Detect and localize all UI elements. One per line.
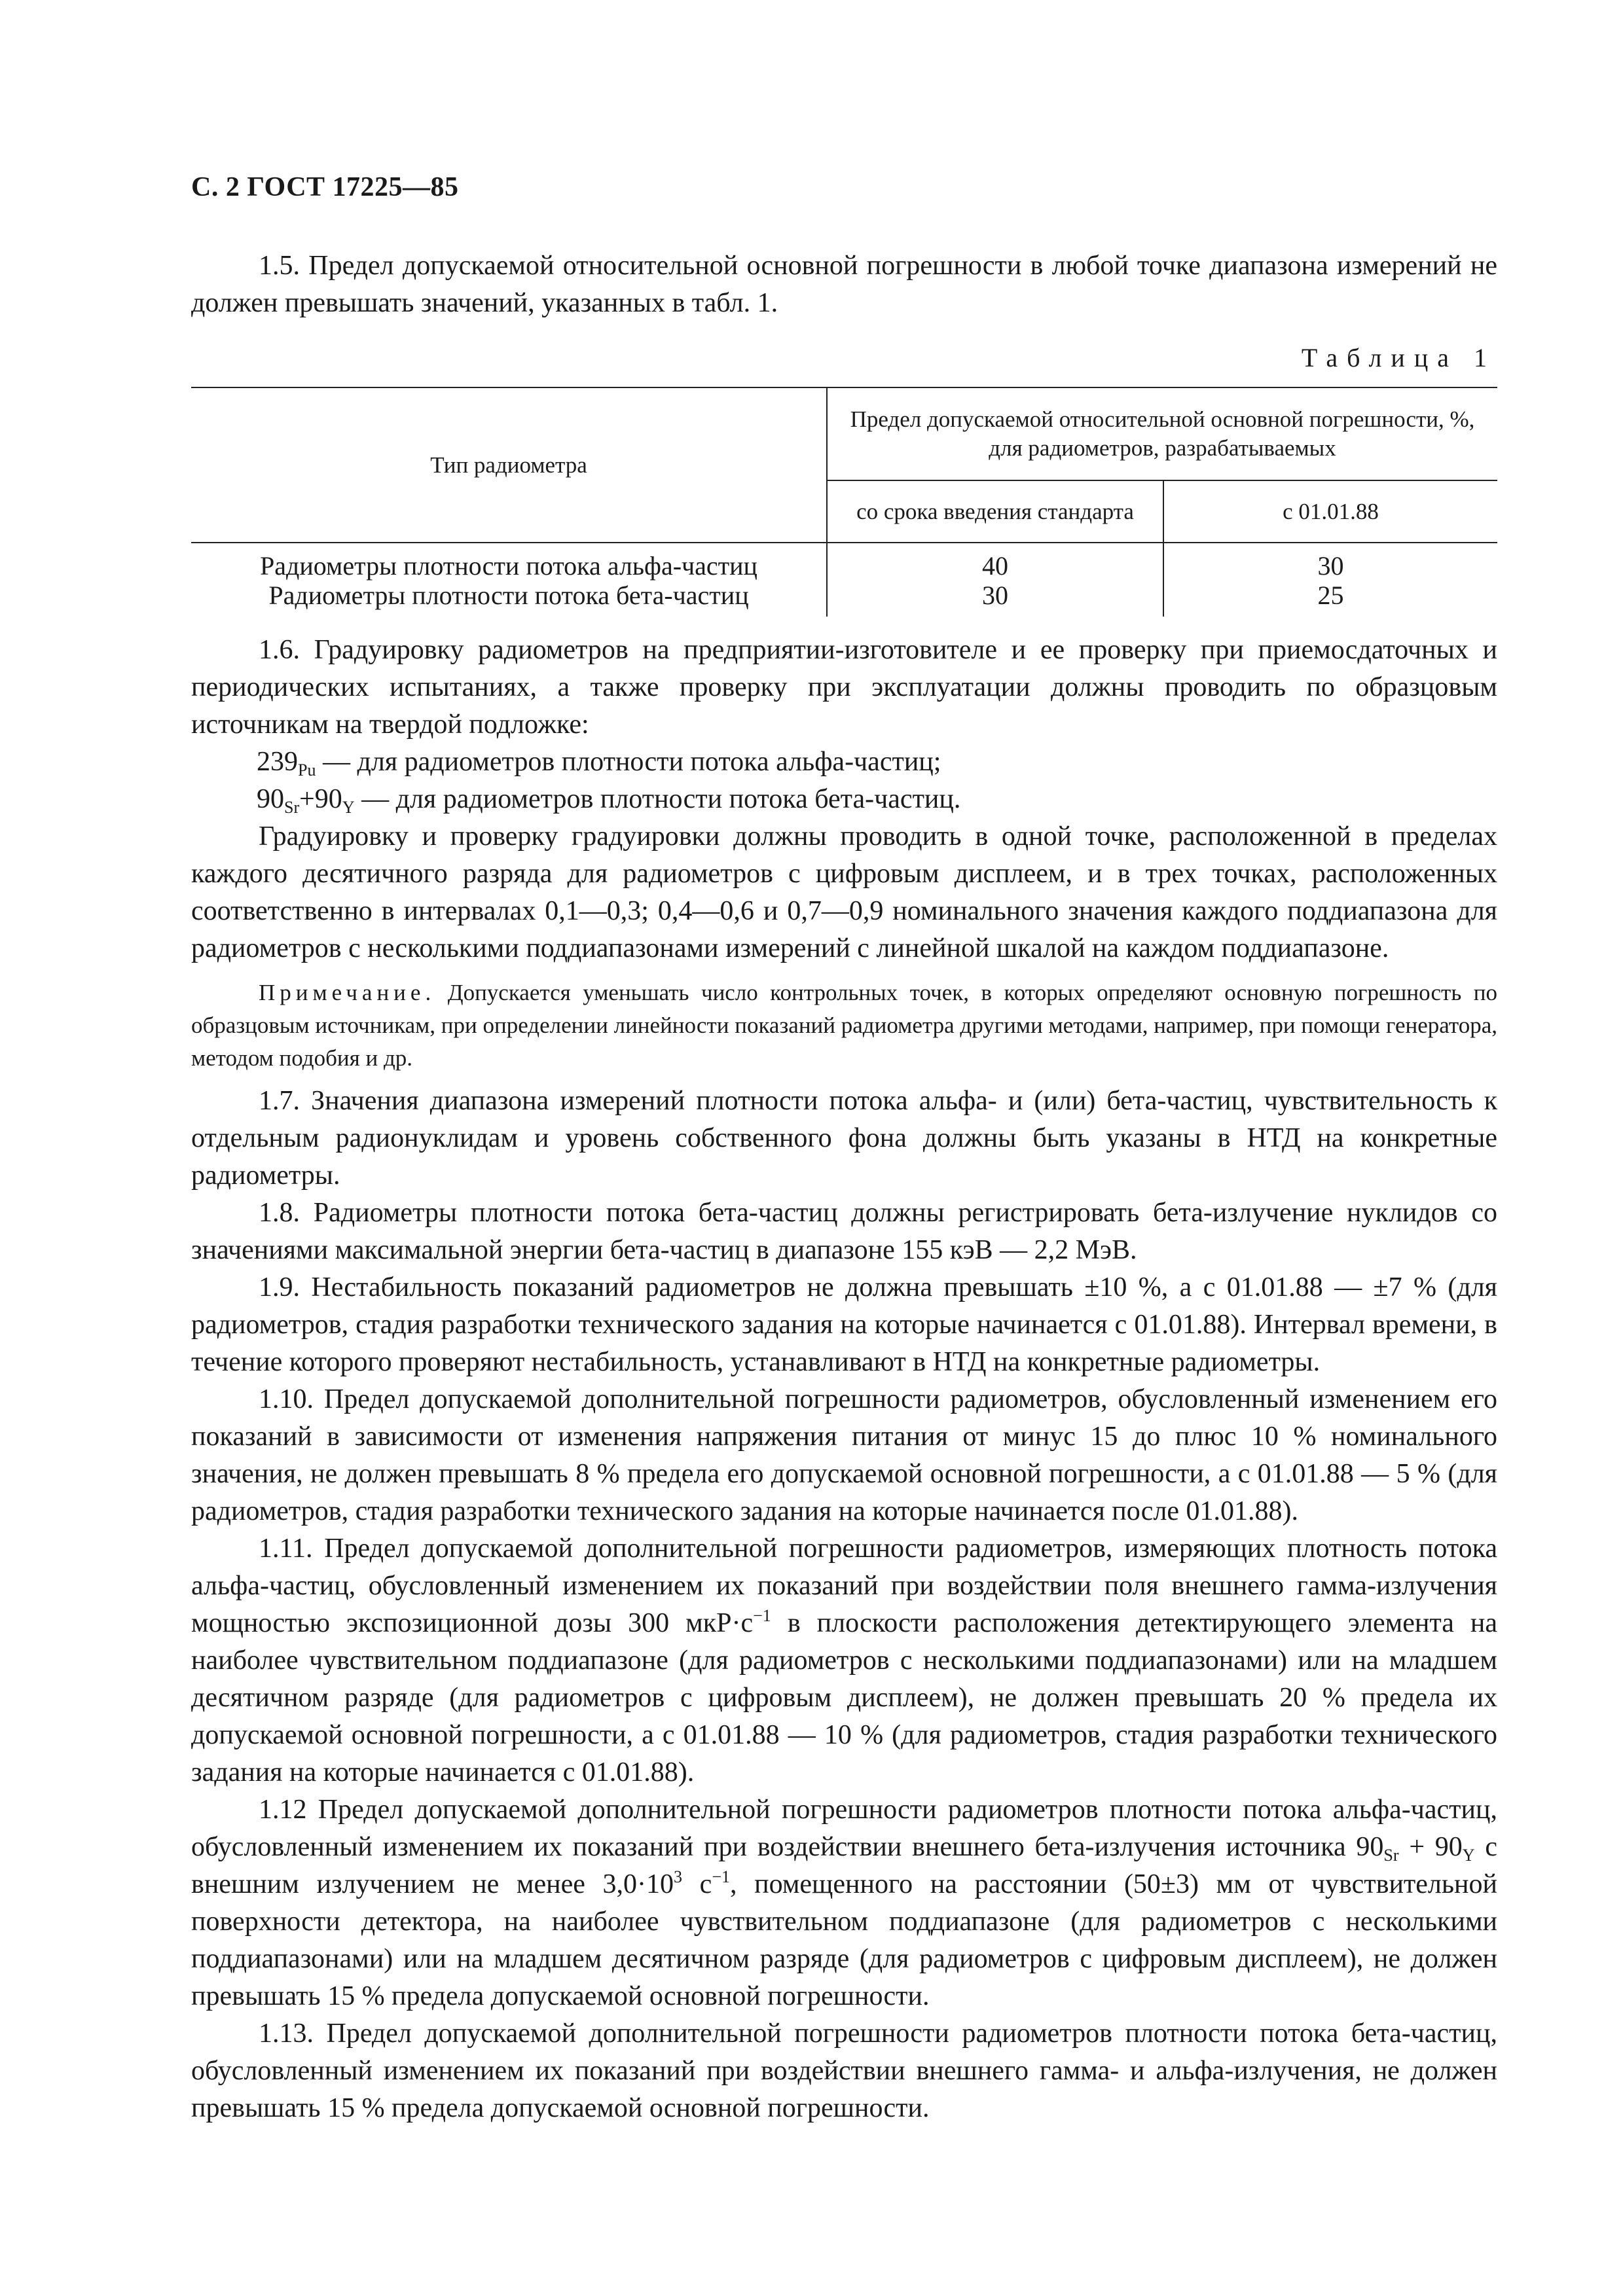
paragraph-1-11: 1.11. Предел допускаемой дополнительной погрешности радиометров, измеряющих плотность потока альфа-частиц, обусловленный изменением их показаний при воздействии поля внешнего гамма-излучения мощностью экспозиционной дозы 300 $мкР\cdot с^{-1}$ в плоскости расположения детектирующего элемента на наиболее чувствительном поддиапазоне (для радиометров с несколькими поддиапазонами) или на младшем десятичном разряде (для радиометров с цифровым дисплеем), не должен превышать 20 % предела их допускаемой основной погрешности, а с 01.01.88 — 10 % (для радиометров, стадия разработки технического задания на которые начинается с 01.01.88). xyxy=(191,1534,1498,1787)
formula-pu: $239_{Pu}$ — для радиометров плотности потока альфа-частиц; xyxy=(257,747,941,780)
row-beta-v1: 30 xyxy=(982,581,1008,610)
row-alpha-v2: 30 xyxy=(1317,551,1344,581)
section-1-5 xyxy=(191,247,1497,322)
row-beta-v2: 25 xyxy=(1317,581,1344,610)
note-label: Примечание. xyxy=(259,980,436,1005)
paragraph-1-9: 1.9. Нестабильность показаний радиометров не должна превышать ±10 %, а с 01.01.88 — ±7 % (для радиометров, стадия разработки технического задания на которые начинается с 01.01.88). Интервал времени, в течение которого проверяют нестабильность, устанавливают в НТД на конкретные радиометры. xyxy=(191,1272,1497,1377)
paragraph-1-5: 1.5. Предел допускаемой относительной основной погрешности в любой точке диапазона измерений не должен превышать значений, указанных в табл. 1. xyxy=(191,251,1497,318)
body-text xyxy=(191,632,1497,2127)
table-header-since-standard: со срока введения стандарта xyxy=(827,480,1163,543)
paragraph-1-8: 1.8. Радиометры плотности потока бета-частиц должны регистрировать бета-излучение нуклидов со значениями максимальной энергии бета-частиц в диапазоне 155 кэВ — 2,2 МэВ. xyxy=(191,1198,1497,1265)
note xyxy=(191,977,1497,1075)
table-cell-since-date xyxy=(1163,543,1497,617)
row-beta-type: Радиометры плотности потока бета-частиц xyxy=(268,581,749,610)
formula-sr-y: $90_{Sr}+90_Y$ — для радиометров плотности потока бета-частиц. xyxy=(257,784,961,817)
note-text: Допускается уменьшать число контрольных точек, в которых определяют основную погрешность по образцовым источникам, при определении линейности показаний радиометра другими методами, например, при помощи генератора, методом подобия и др. xyxy=(191,980,1497,1071)
row-alpha-type: Радиометры плотности потока альфа-частиц xyxy=(260,551,757,581)
table-cell-since-standard xyxy=(827,543,1163,617)
table-header-since-date: с 01.01.88 xyxy=(1163,480,1497,543)
paragraph-1-12: 1.12 Предел допускаемой дополнительной погрешности радиометров плотности потока альфа-частиц, обусловленный изменением их показаний при воздействии внешнего бета-излучения источника $90_{Sr} + 90_Y$ с внешним излучением не менее $3,0\cdot 10^3$ $с^{-1}$, помещенного на расстоянии (50±3) мм от чувствительной поверхности детектора, на наиболее чувствительном поддиапазоне (для радиометров с несколькими поддиапазонами) или на младшем десятичном разряде (для радиометров с цифровым дисплеем), не должен превышать 15 % предела допускаемой основной погрешности. xyxy=(191,1795,1497,2011)
table-header-group: Предел допускаемой относительной основной погрешности, %, для радиометров, разрабатываемых xyxy=(827,387,1497,480)
row-alpha-v1: 40 xyxy=(982,551,1008,581)
table-cell-type xyxy=(191,543,827,617)
table-header-type: Тип радиометра xyxy=(191,387,827,543)
paragraph-1-6-calibration: Градуировку и проверку градуировки должны проводить в одной точке, расположенной в пределах каждого десятичного разряда для радиометров с цифровым дисплеем, и в трех точках, расположенных соответственно в интервалах 0,1—0,3; 0,4—0,6 и 0,7—0,9 номинального значения каждого поддиапазона для радиометров с несколькими поддиапазонами измерений с линейной шкалой на каждом поддиапазоне. xyxy=(191,821,1497,963)
paragraph-1-7: 1.7. Значения диапазона измерений плотности потока альфа- и (или) бета-частиц, чувствительность к отдельным радионуклидам и уровень собственного фона должны быть указаны в НТД на конкретные радиометры. xyxy=(191,1086,1497,1191)
error-limits-table xyxy=(191,387,1497,617)
paragraph-1-13: 1.13. Предел допускаемой дополнительной погрешности радиометров плотности потока бета-частиц, обусловленный изменением их показаний при воздействии внешнего гамма- и альфа-излучения, не должен превышать 15 % предела допускаемой основной погрешности. xyxy=(191,2018,1497,2123)
table-row xyxy=(191,543,1497,617)
page-header: С. 2 ГОСТ 17225—85 xyxy=(191,172,459,202)
table-caption: Таблица 1 xyxy=(1301,343,1496,372)
paragraph-1-10: 1.10. Предел допускаемой дополнительной погрешности радиометров, обусловленный изменением его показаний в зависимости от изменения напряжения питания от минус 15 до плюс 10 % номинального значения, не должен превышать 8 % предела его допускаемой основной погрешности, а с 01.01.88 — 5 % (для радиометров, стадия разработки технического задания на которые начинается после 01.01.88). xyxy=(191,1384,1497,1526)
paragraph-1-6: 1.6. Градуировку радиометров на предприятии-изготовителе и ее проверку при приемосдаточных и периодических испытаниях, а также проверку при эксплуатации должны проводить по образцовым источникам на твердой подложке: xyxy=(191,635,1497,740)
